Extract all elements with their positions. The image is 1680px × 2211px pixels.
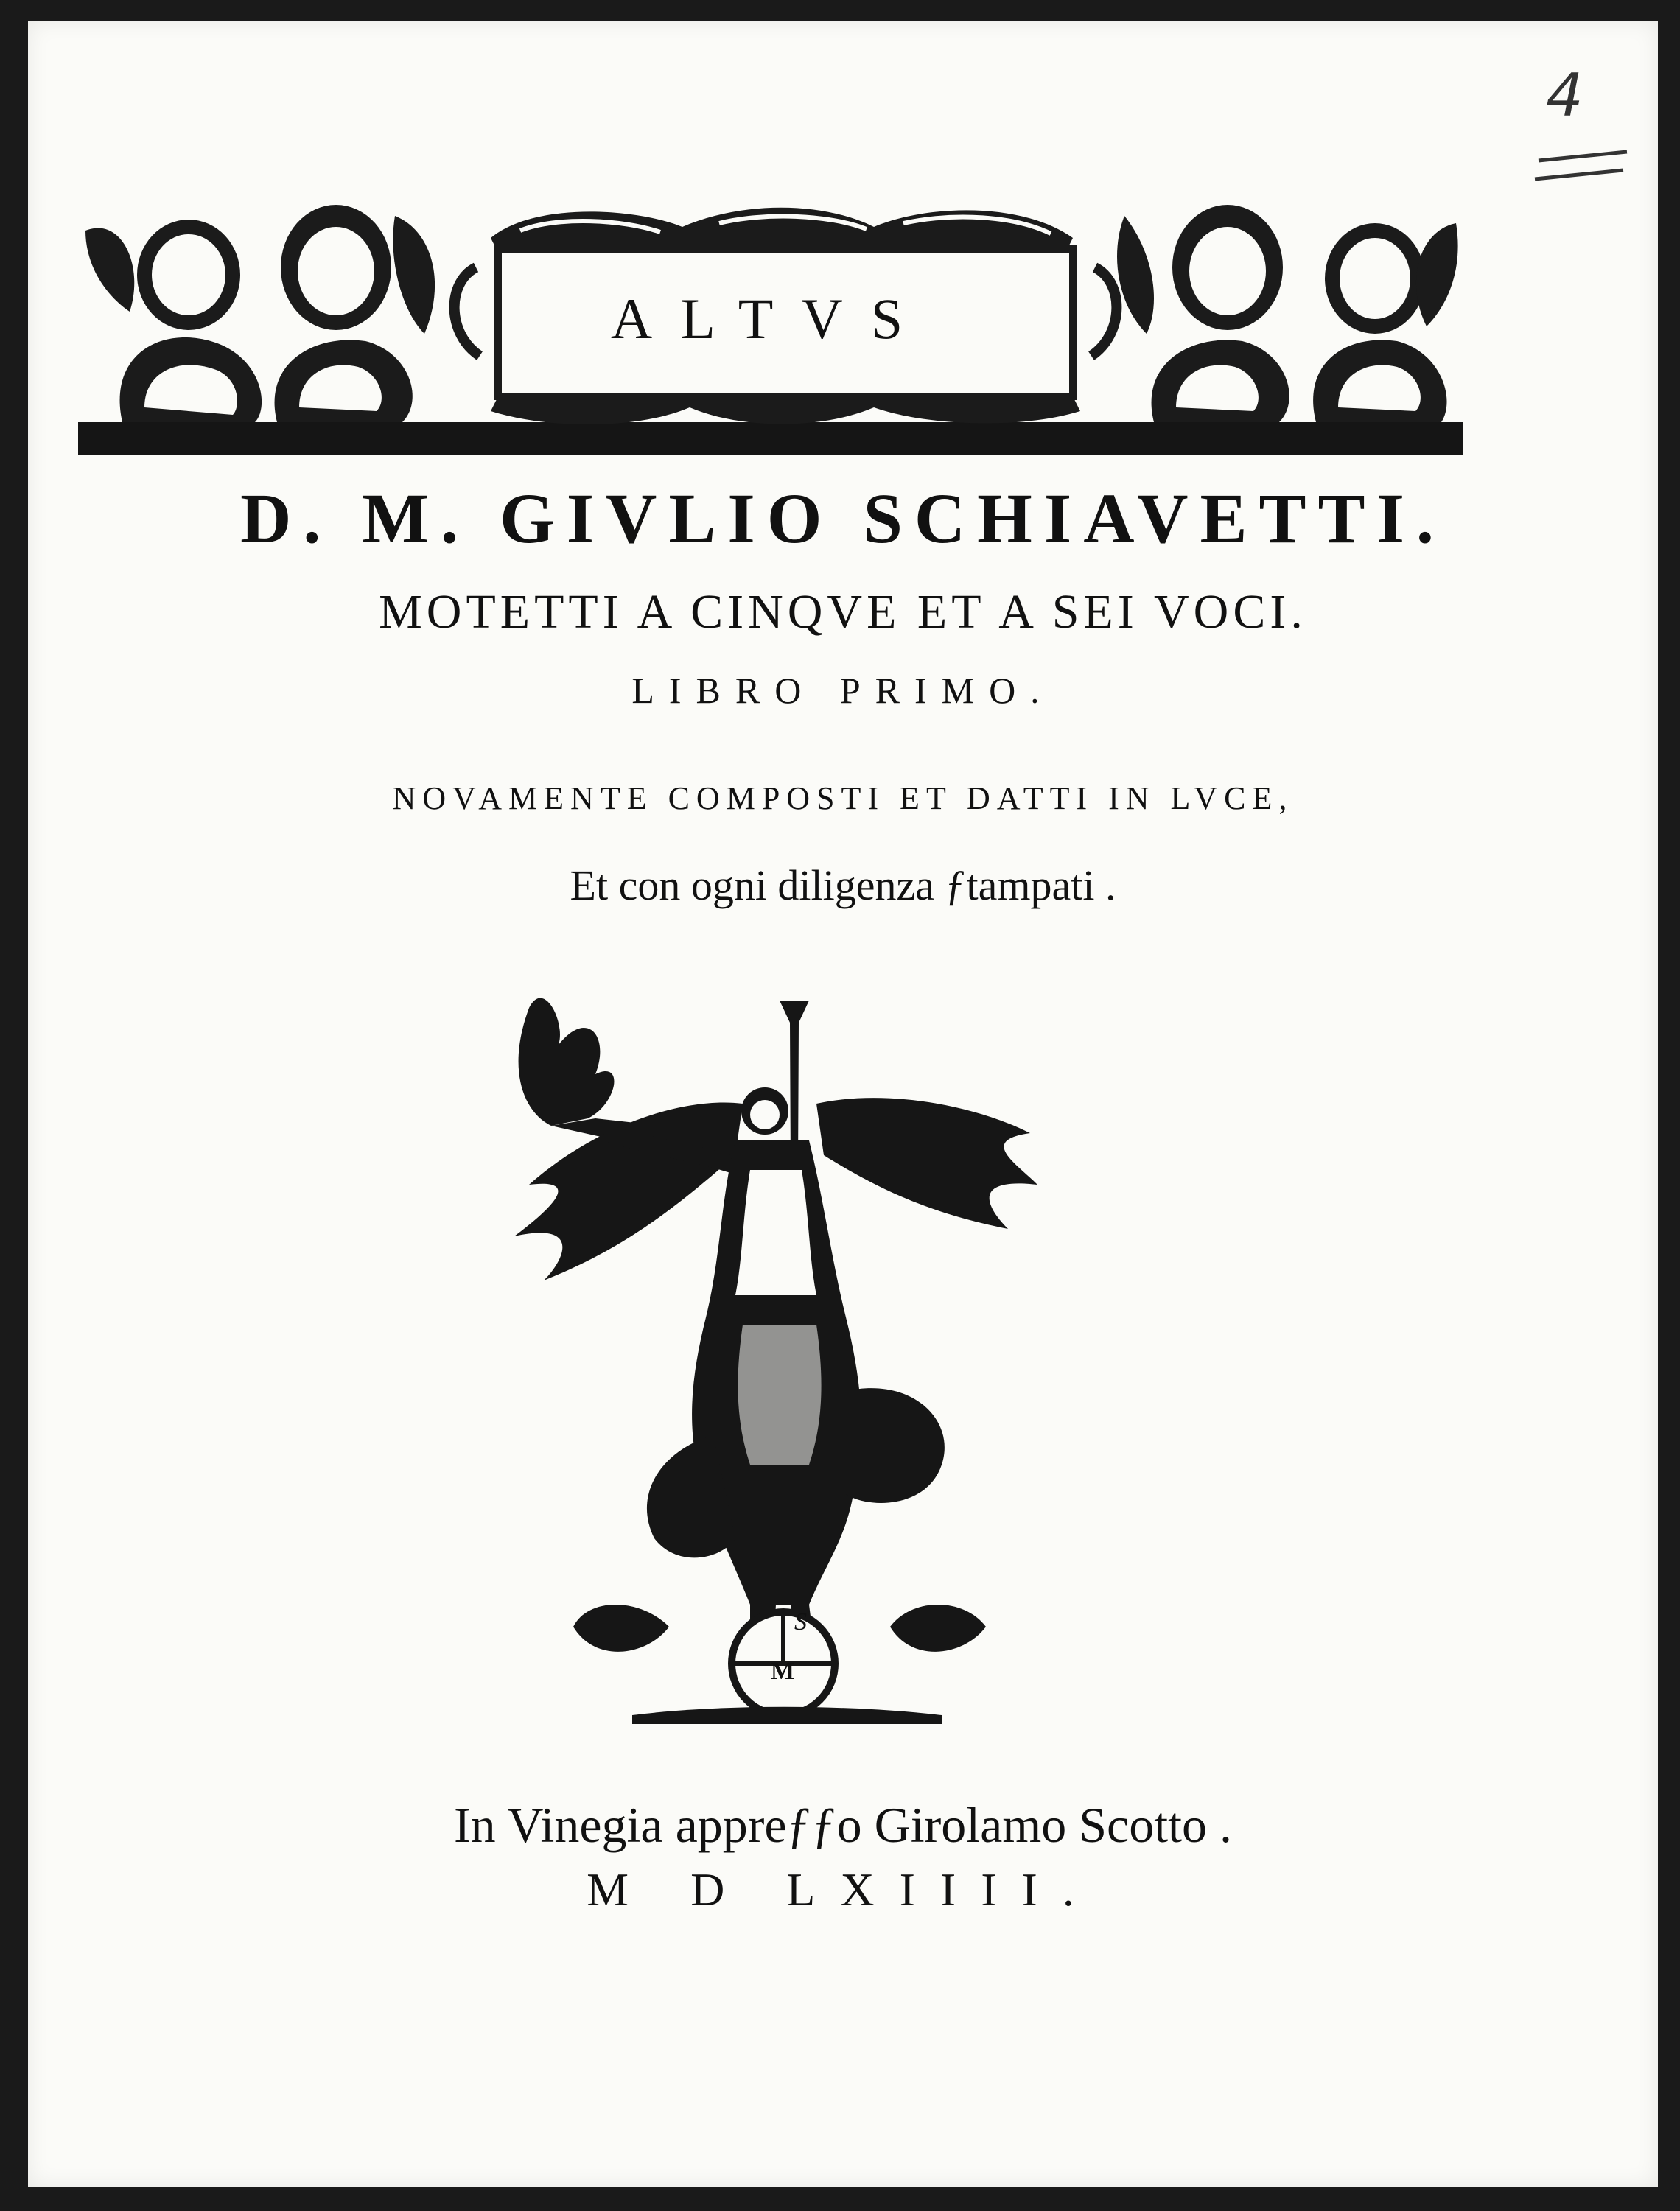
folio-underline-icon (1531, 146, 1634, 190)
author-line: D. M. GIVLIO SCHIAVETTI. (240, 479, 1446, 558)
composition-note: NOVAMENTE COMPOSTI ET DATTI IN LVCE, (392, 780, 1294, 816)
imprint-line: In Vinegia appreƒƒo Girolamo Scotto . (454, 1797, 1232, 1853)
book-line: LIBRO PRIMO. (631, 670, 1054, 711)
printing-note: Et con ogni diligenza ƒtampati . (570, 861, 1116, 909)
folio-number: 4 (1546, 61, 1583, 130)
altus-banner-text: ALTVS (610, 287, 931, 351)
headpiece (78, 186, 1463, 459)
globe-letter-s: S (794, 1608, 807, 1636)
title-page (28, 21, 1658, 2187)
title-line: MOTETTI A CINQVE ET A SEI VOCI. (379, 585, 1307, 639)
globe-letter-m: M (771, 1658, 795, 1685)
imprint-year: M D LXIIII. (587, 1863, 1099, 1916)
fame-emblem-icon (500, 978, 1060, 1737)
